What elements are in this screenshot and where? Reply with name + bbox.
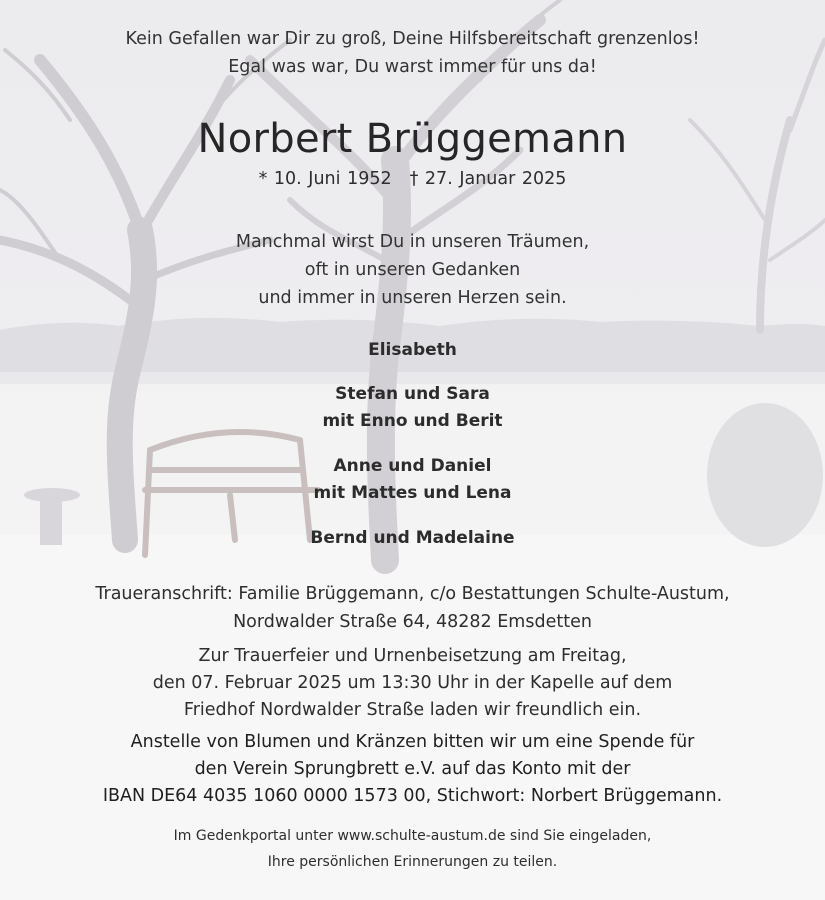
portal-line: Ihre persönlichen Erinnerungen zu teilen. bbox=[267, 854, 558, 870]
mourning-address bbox=[0, 581, 825, 636]
quote-line: und immer in unseren Herzen sein. bbox=[258, 288, 567, 308]
mourner-name: Stefan und Sara bbox=[335, 384, 490, 404]
intro-verse bbox=[0, 26, 825, 81]
life-dates bbox=[0, 166, 825, 192]
mourner-name: mit Enno und Berit bbox=[322, 411, 503, 431]
quote-line: oft in unseren Gedanken bbox=[304, 260, 521, 280]
birth-date: * 10. Juni 1952 bbox=[258, 169, 392, 189]
intro-line: Kein Gefallen war Dir zu groß, Deine Hilfsbereitschaft grenzenlos! bbox=[125, 29, 700, 49]
mourner-group bbox=[0, 381, 825, 435]
mourner-name: Elisabeth bbox=[368, 340, 457, 360]
mourner-group bbox=[0, 337, 825, 364]
quote-line: Manchmal wirst Du in unseren Träumen, bbox=[235, 232, 590, 252]
service-line: Zur Trauerfeier und Urnenbeisetzung am Freitag, bbox=[198, 646, 627, 666]
mourner-name: Anne und Daniel bbox=[333, 456, 492, 476]
mourner-group bbox=[0, 525, 825, 552]
mourner-group bbox=[0, 453, 825, 507]
mourner-name: mit Mattes und Lena bbox=[313, 483, 512, 503]
memorial-portal-note bbox=[0, 823, 825, 875]
portal-line: Im Gedenkportal unter www.schulte-austum.de sind Sie eingeladen, bbox=[173, 828, 652, 844]
address-line: Traueranschrift: Familie Brüggemann, c/o Bestattungen Schulte-Austum, bbox=[95, 584, 730, 604]
deceased-name: Norbert Brüggemann bbox=[197, 116, 628, 162]
death-date: † 27. Januar 2025 bbox=[409, 169, 567, 189]
memorial-quote bbox=[0, 228, 825, 312]
funeral-service-info bbox=[0, 643, 825, 724]
donation-line: IBAN DE64 4035 1060 0000 1573 00, Stichwort: Norbert Brüggemann. bbox=[102, 786, 723, 806]
donation-line: den Verein Sprungbrett e.V. auf das Konto mit der bbox=[194, 759, 631, 779]
address-line: Nordwalder Straße 64, 48282 Emsdetten bbox=[233, 611, 592, 632]
mourner-name: Bernd und Madelaine bbox=[310, 528, 515, 548]
service-line: den 07. Februar 2025 um 13:30 Uhr in der Kapelle auf dem bbox=[152, 673, 673, 693]
donation-line: Anstelle von Blumen und Kränzen bitten wir um eine Spende für bbox=[130, 732, 695, 752]
intro-line: Egal was war, Du warst immer für uns da! bbox=[228, 56, 597, 77]
donation-request bbox=[0, 729, 825, 810]
service-line: Friedhof Nordwalder Straße laden wir freundlich ein. bbox=[183, 700, 642, 720]
